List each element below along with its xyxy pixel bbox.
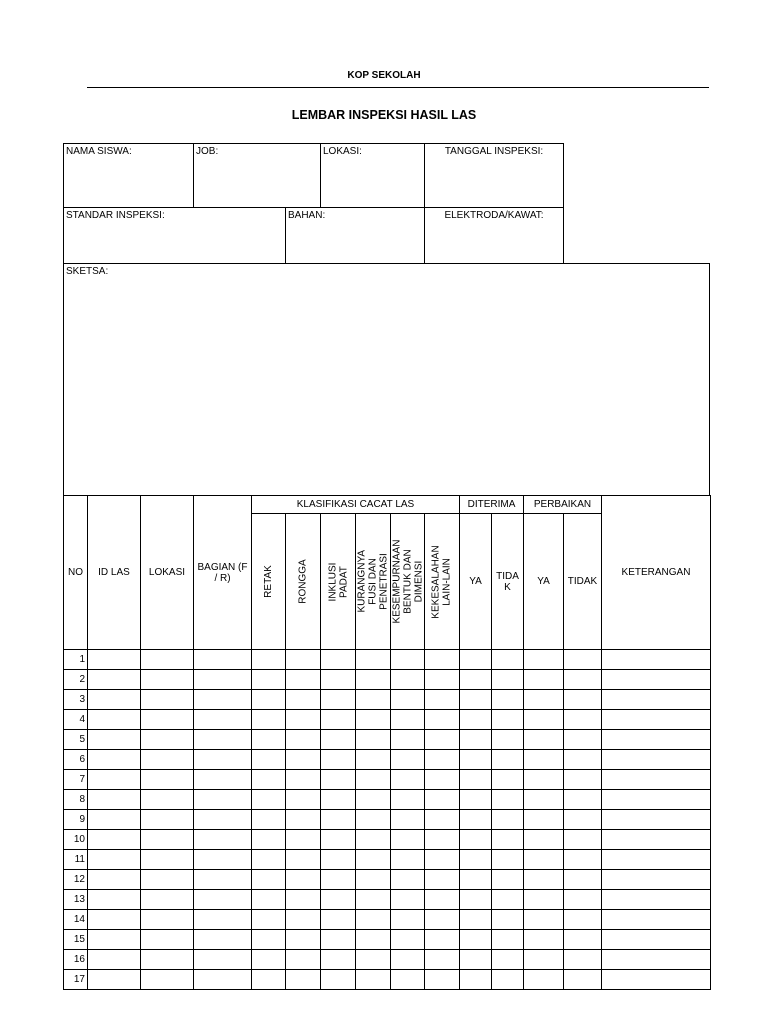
table-cell[interactable] xyxy=(491,729,524,750)
table-cell[interactable] xyxy=(140,729,194,750)
table-cell[interactable] xyxy=(390,929,425,950)
col-header-kurangnya-fusi-text: KURANGNYA FUSI DAN PENETRASI xyxy=(356,549,390,613)
table-cell[interactable] xyxy=(424,709,460,730)
table-cell[interactable] xyxy=(601,649,711,670)
table-cell[interactable] xyxy=(140,969,194,990)
table-cell[interactable] xyxy=(140,669,194,690)
table-cell[interactable] xyxy=(355,849,391,870)
table-cell[interactable] xyxy=(491,689,524,710)
table-cell[interactable] xyxy=(424,849,460,870)
table-cell[interactable] xyxy=(601,849,711,870)
table-cell[interactable] xyxy=(251,949,286,970)
col-header-inklusi-padat xyxy=(320,513,356,650)
table-cell[interactable] xyxy=(459,849,492,870)
table-cell[interactable] xyxy=(140,769,194,790)
table-cell[interactable] xyxy=(601,889,711,910)
nama-siswa-label: NAMA SISWA: xyxy=(66,146,132,157)
table-cell[interactable] xyxy=(251,809,286,830)
elektroda-label: ELEKTRODA/KAWAT: xyxy=(444,210,544,221)
table-cell[interactable] xyxy=(459,809,492,830)
table-cell[interactable] xyxy=(601,789,711,810)
table-cell[interactable] xyxy=(87,829,141,850)
table-cell[interactable] xyxy=(355,729,391,750)
table-cell[interactable] xyxy=(251,669,286,690)
table-cell[interactable] xyxy=(523,729,564,750)
table-cell[interactable] xyxy=(390,649,425,670)
table-cell[interactable] xyxy=(601,809,711,830)
group-header-diterima: DITERIMA xyxy=(459,495,524,514)
table-cell[interactable] xyxy=(491,949,524,970)
table-cell[interactable] xyxy=(140,909,194,930)
table-cell[interactable] xyxy=(320,889,356,910)
col-header-kesempurnaan-bentuk xyxy=(390,513,425,650)
row-number: 12 xyxy=(63,869,88,890)
table-cell[interactable] xyxy=(87,909,141,930)
col-header-rongga xyxy=(285,513,321,650)
table-cell[interactable] xyxy=(320,689,356,710)
nama-siswa-field[interactable] xyxy=(63,143,194,208)
table-cell[interactable] xyxy=(523,689,564,710)
table-cell[interactable] xyxy=(601,769,711,790)
bahan-label: BAHAN: xyxy=(288,210,326,221)
table-cell[interactable] xyxy=(193,909,252,930)
table-cell[interactable] xyxy=(355,909,391,930)
table-cell[interactable] xyxy=(285,909,321,930)
table-cell[interactable] xyxy=(251,869,286,890)
table-cell[interactable] xyxy=(355,669,391,690)
col-header-retak xyxy=(251,513,286,650)
table-cell[interactable] xyxy=(320,749,356,770)
table-cell[interactable] xyxy=(523,709,564,730)
row-number: 14 xyxy=(63,909,88,930)
table-cell[interactable] xyxy=(87,749,141,770)
bahan-field[interactable] xyxy=(285,207,425,264)
table-cell[interactable] xyxy=(459,689,492,710)
table-cell[interactable] xyxy=(459,969,492,990)
table-cell[interactable] xyxy=(355,789,391,810)
table-cell[interactable] xyxy=(285,869,321,890)
table-cell[interactable] xyxy=(601,969,711,990)
table-cell[interactable] xyxy=(523,649,564,670)
row-number: 11 xyxy=(63,849,88,870)
table-cell[interactable] xyxy=(355,769,391,790)
table-cell[interactable] xyxy=(390,709,425,730)
table-cell[interactable] xyxy=(285,949,321,970)
table-cell[interactable] xyxy=(424,769,460,790)
sketsa-area[interactable] xyxy=(63,263,710,496)
table-cell[interactable] xyxy=(424,669,460,690)
job-field[interactable] xyxy=(193,143,321,208)
table-cell[interactable] xyxy=(459,909,492,930)
table-cell[interactable] xyxy=(523,869,564,890)
table-cell[interactable] xyxy=(285,709,321,730)
table-cell[interactable] xyxy=(523,949,564,970)
table-cell[interactable] xyxy=(491,969,524,990)
table-cell[interactable] xyxy=(601,689,711,710)
table-cell[interactable] xyxy=(424,949,460,970)
table-cell[interactable] xyxy=(140,689,194,710)
table-cell[interactable] xyxy=(140,929,194,950)
table-cell[interactable] xyxy=(563,969,602,990)
row-number: 16 xyxy=(63,949,88,970)
table-cell[interactable] xyxy=(87,949,141,970)
table-cell[interactable] xyxy=(251,769,286,790)
table-cell[interactable] xyxy=(459,769,492,790)
table-cell[interactable] xyxy=(523,669,564,690)
col-header-keterangan: KETERANGAN xyxy=(601,495,711,650)
table-cell[interactable] xyxy=(601,949,711,970)
table-cell[interactable] xyxy=(563,669,602,690)
table-cell[interactable] xyxy=(424,969,460,990)
table-cell[interactable] xyxy=(285,669,321,690)
table-cell[interactable] xyxy=(251,709,286,730)
table-cell[interactable] xyxy=(424,649,460,670)
inspection-table xyxy=(63,495,710,990)
col-header-retak-text: RETAK xyxy=(263,565,274,598)
page-title: LEMBAR INSPEKSI HASIL LAS xyxy=(291,108,477,122)
table-cell[interactable] xyxy=(355,929,391,950)
row-number: 13 xyxy=(63,889,88,910)
row-number: 7 xyxy=(63,769,88,790)
table-cell[interactable] xyxy=(459,889,492,910)
col-header-diterima-tidak: TIDA K xyxy=(491,513,524,650)
table-cell[interactable] xyxy=(601,929,711,950)
table-cell[interactable] xyxy=(320,869,356,890)
table-cell[interactable] xyxy=(193,849,252,870)
table-cell[interactable] xyxy=(390,729,425,750)
row-number: 2 xyxy=(63,669,88,690)
table-cell[interactable] xyxy=(285,809,321,830)
table-cell[interactable] xyxy=(563,809,602,830)
table-cell[interactable] xyxy=(491,769,524,790)
table-cell[interactable] xyxy=(523,909,564,930)
table-cell[interactable] xyxy=(491,789,524,810)
col-header-kurangnya-fusi xyxy=(355,513,391,650)
table-cell[interactable] xyxy=(193,789,252,810)
table-cell[interactable] xyxy=(424,869,460,890)
row-number: 17 xyxy=(63,969,88,990)
table-cell[interactable] xyxy=(193,689,252,710)
table-cell[interactable] xyxy=(459,669,492,690)
table-cell[interactable] xyxy=(390,969,425,990)
table-cell[interactable] xyxy=(390,889,425,910)
col-header-lokasi: LOKASI xyxy=(140,495,194,650)
table-cell[interactable] xyxy=(563,769,602,790)
row-number: 6 xyxy=(63,749,88,770)
table-cell[interactable] xyxy=(424,749,460,770)
table-cell[interactable] xyxy=(491,669,524,690)
group-header-klasifikasi: KLASIFIKASI CACAT LAS xyxy=(251,495,460,514)
table-cell[interactable] xyxy=(355,749,391,770)
row-number: 3 xyxy=(63,689,88,710)
tanggal-inspeksi-label: TANGGAL INSPEKSI: xyxy=(444,146,544,157)
table-cell[interactable] xyxy=(523,809,564,830)
table-cell[interactable] xyxy=(285,829,321,850)
table-cell[interactable] xyxy=(390,909,425,930)
table-cell[interactable] xyxy=(491,929,524,950)
table-cell[interactable] xyxy=(355,809,391,830)
table-cell[interactable] xyxy=(320,649,356,670)
table-cell[interactable] xyxy=(491,749,524,770)
row-number: 8 xyxy=(63,789,88,810)
table-cell[interactable] xyxy=(563,889,602,910)
col-header-no: NO xyxy=(63,495,88,650)
table-cell[interactable] xyxy=(459,729,492,750)
table-cell[interactable] xyxy=(193,649,252,670)
table-cell[interactable] xyxy=(285,729,321,750)
table-cell[interactable] xyxy=(390,809,425,830)
table-cell[interactable] xyxy=(491,649,524,670)
table-cell[interactable] xyxy=(563,869,602,890)
table-cell[interactable] xyxy=(193,669,252,690)
table-cell[interactable] xyxy=(193,889,252,910)
table-cell[interactable] xyxy=(193,929,252,950)
table-cell[interactable] xyxy=(320,849,356,870)
table-cell[interactable] xyxy=(459,829,492,850)
standar-inspeksi-field[interactable] xyxy=(63,207,286,264)
table-cell[interactable] xyxy=(87,649,141,670)
table-cell[interactable] xyxy=(491,849,524,870)
table-cell[interactable] xyxy=(601,869,711,890)
elektroda-field[interactable] xyxy=(424,207,564,264)
table-cell[interactable] xyxy=(193,829,252,850)
table-cell[interactable] xyxy=(320,729,356,750)
table-cell[interactable] xyxy=(523,749,564,770)
table-cell[interactable] xyxy=(355,829,391,850)
table-cell[interactable] xyxy=(193,969,252,990)
table-cell[interactable] xyxy=(355,689,391,710)
table-cell[interactable] xyxy=(523,929,564,950)
table-cell[interactable] xyxy=(285,889,321,910)
table-cell[interactable] xyxy=(491,829,524,850)
tanggal-inspeksi-field[interactable] xyxy=(424,143,564,208)
table-cell[interactable] xyxy=(390,949,425,970)
table-cell[interactable] xyxy=(285,849,321,870)
table-cell[interactable] xyxy=(459,649,492,670)
table-cell[interactable] xyxy=(251,969,286,990)
table-cell[interactable] xyxy=(491,909,524,930)
table-cell[interactable] xyxy=(285,929,321,950)
school-letterhead: KOP SEKOLAH xyxy=(347,70,421,81)
table-cell[interactable] xyxy=(563,789,602,810)
table-cell[interactable] xyxy=(320,809,356,830)
table-cell[interactable] xyxy=(601,829,711,850)
col-header-id-las: ID LAS xyxy=(87,495,141,650)
table-cell[interactable] xyxy=(140,809,194,830)
table-cell[interactable] xyxy=(563,909,602,930)
table-cell[interactable] xyxy=(459,929,492,950)
table-cell[interactable] xyxy=(285,649,321,670)
table-cell[interactable] xyxy=(563,649,602,670)
table-cell[interactable] xyxy=(193,749,252,770)
table-cell[interactable] xyxy=(193,769,252,790)
col-header-inklusi-padat-text: INKLUSI PADAT xyxy=(327,562,349,601)
table-cell[interactable] xyxy=(193,949,252,970)
row-number: 4 xyxy=(63,709,88,730)
table-cell[interactable] xyxy=(390,689,425,710)
table-cell[interactable] xyxy=(523,849,564,870)
table-cell[interactable] xyxy=(320,669,356,690)
lokasi-field[interactable] xyxy=(320,143,425,208)
table-cell[interactable] xyxy=(459,789,492,810)
table-cell[interactable] xyxy=(355,869,391,890)
table-cell[interactable] xyxy=(523,969,564,990)
table-cell[interactable] xyxy=(251,649,286,670)
table-cell[interactable] xyxy=(424,909,460,930)
table-cell[interactable] xyxy=(285,769,321,790)
table-cell[interactable] xyxy=(285,969,321,990)
table-cell[interactable] xyxy=(140,949,194,970)
standar-inspeksi-label: STANDAR INSPEKSI: xyxy=(66,210,165,221)
table-cell[interactable] xyxy=(459,709,492,730)
table-cell[interactable] xyxy=(563,689,602,710)
table-cell[interactable] xyxy=(251,889,286,910)
table-cell[interactable] xyxy=(320,709,356,730)
col-header-diterima-ya: YA xyxy=(459,513,492,650)
table-cell[interactable] xyxy=(390,669,425,690)
col-header-kesalahan-lain xyxy=(424,513,460,650)
table-cell[interactable] xyxy=(424,809,460,830)
table-cell[interactable] xyxy=(523,789,564,810)
col-header-kesalahan-lain-text: KEKESALAHAN LAIN-LAIN xyxy=(431,544,453,619)
table-cell[interactable] xyxy=(424,789,460,810)
table-cell[interactable] xyxy=(563,949,602,970)
table-cell[interactable] xyxy=(390,849,425,870)
row-number: 10 xyxy=(63,829,88,850)
row-number: 15 xyxy=(63,929,88,950)
table-cell[interactable] xyxy=(390,829,425,850)
table-cell[interactable] xyxy=(193,809,252,830)
table-cell[interactable] xyxy=(390,769,425,790)
table-cell[interactable] xyxy=(251,849,286,870)
table-cell[interactable] xyxy=(87,789,141,810)
table-cell[interactable] xyxy=(491,709,524,730)
table-cell[interactable] xyxy=(251,789,286,810)
table-cell[interactable] xyxy=(424,829,460,850)
table-cell[interactable] xyxy=(251,689,286,710)
table-cell[interactable] xyxy=(390,749,425,770)
table-cell[interactable] xyxy=(601,909,711,930)
table-cell[interactable] xyxy=(87,669,141,690)
sketsa-label: SKETSA: xyxy=(66,266,109,277)
col-header-rongga-text: RONGGA xyxy=(297,559,309,604)
table-cell[interactable] xyxy=(563,729,602,750)
table-cell[interactable] xyxy=(320,949,356,970)
table-cell[interactable] xyxy=(87,849,141,870)
table-cell[interactable] xyxy=(87,869,141,890)
row-number: 5 xyxy=(63,729,88,750)
table-cell[interactable] xyxy=(459,949,492,970)
table-cell[interactable] xyxy=(320,829,356,850)
table-cell[interactable] xyxy=(193,709,252,730)
table-cell[interactable] xyxy=(601,709,711,730)
table-cell[interactable] xyxy=(523,829,564,850)
table-cell[interactable] xyxy=(285,689,321,710)
row-number: 9 xyxy=(63,809,88,830)
table-cell[interactable] xyxy=(390,869,425,890)
table-cell[interactable] xyxy=(87,729,141,750)
table-cell[interactable] xyxy=(193,729,252,750)
table-cell[interactable] xyxy=(563,849,602,870)
table-cell[interactable] xyxy=(601,669,711,690)
table-cell[interactable] xyxy=(491,809,524,830)
table-cell[interactable] xyxy=(320,929,356,950)
table-cell[interactable] xyxy=(140,709,194,730)
table-cell[interactable] xyxy=(523,889,564,910)
table-cell[interactable] xyxy=(320,789,356,810)
table-cell[interactable] xyxy=(424,689,460,710)
group-header-perbaikan: PERBAIKAN xyxy=(523,495,602,514)
table-cell[interactable] xyxy=(87,969,141,990)
col-header-kesempurnaan-bentuk-text: KESEMPURNAAN BENTUK DAN DIMENSI xyxy=(391,539,424,624)
table-cell[interactable] xyxy=(563,929,602,950)
table-cell[interactable] xyxy=(251,929,286,950)
table-cell[interactable] xyxy=(491,889,524,910)
header-divider xyxy=(87,87,709,88)
table-cell[interactable] xyxy=(355,889,391,910)
table-cell[interactable] xyxy=(251,909,286,930)
col-header-perbaikan-ya: YA xyxy=(523,513,564,650)
table-cell[interactable] xyxy=(355,649,391,670)
table-cell[interactable] xyxy=(87,929,141,950)
table-cell[interactable] xyxy=(459,869,492,890)
table-cell[interactable] xyxy=(140,749,194,770)
table-cell[interactable] xyxy=(320,969,356,990)
table-cell[interactable] xyxy=(563,749,602,770)
table-cell[interactable] xyxy=(251,749,286,770)
table-cell[interactable] xyxy=(563,829,602,850)
table-cell[interactable] xyxy=(320,769,356,790)
table-cell[interactable] xyxy=(140,789,194,810)
table-cell[interactable] xyxy=(424,729,460,750)
table-cell[interactable] xyxy=(459,749,492,770)
table-cell[interactable] xyxy=(140,869,194,890)
table-cell[interactable] xyxy=(140,649,194,670)
table-cell[interactable] xyxy=(424,889,460,910)
table-cell[interactable] xyxy=(390,789,425,810)
table-cell[interactable] xyxy=(355,949,391,970)
table-cell[interactable] xyxy=(320,909,356,930)
table-cell[interactable] xyxy=(193,869,252,890)
table-cell[interactable] xyxy=(601,749,711,770)
table-cell[interactable] xyxy=(251,729,286,750)
table-cell[interactable] xyxy=(285,789,321,810)
job-label: JOB: xyxy=(196,146,219,157)
table-cell[interactable] xyxy=(523,769,564,790)
table-cell[interactable] xyxy=(140,889,194,910)
table-cell[interactable] xyxy=(87,889,141,910)
table-cell[interactable] xyxy=(424,929,460,950)
table-cell[interactable] xyxy=(251,829,286,850)
table-cell[interactable] xyxy=(87,689,141,710)
table-cell[interactable] xyxy=(355,969,391,990)
table-cell[interactable] xyxy=(491,869,524,890)
table-cell[interactable] xyxy=(563,709,602,730)
col-header-bagian: BAGIAN (F / R) xyxy=(193,495,252,650)
table-cell[interactable] xyxy=(355,709,391,730)
table-cell[interactable] xyxy=(140,849,194,870)
col-header-perbaikan-tidak: TIDAK xyxy=(563,513,602,650)
table-cell[interactable] xyxy=(601,729,711,750)
table-cell[interactable] xyxy=(87,709,141,730)
table-cell[interactable] xyxy=(285,749,321,770)
row-number: 1 xyxy=(63,649,88,670)
table-cell[interactable] xyxy=(87,769,141,790)
table-cell[interactable] xyxy=(140,829,194,850)
lokasi-label: LOKASI: xyxy=(323,146,362,157)
table-cell[interactable] xyxy=(87,809,141,830)
